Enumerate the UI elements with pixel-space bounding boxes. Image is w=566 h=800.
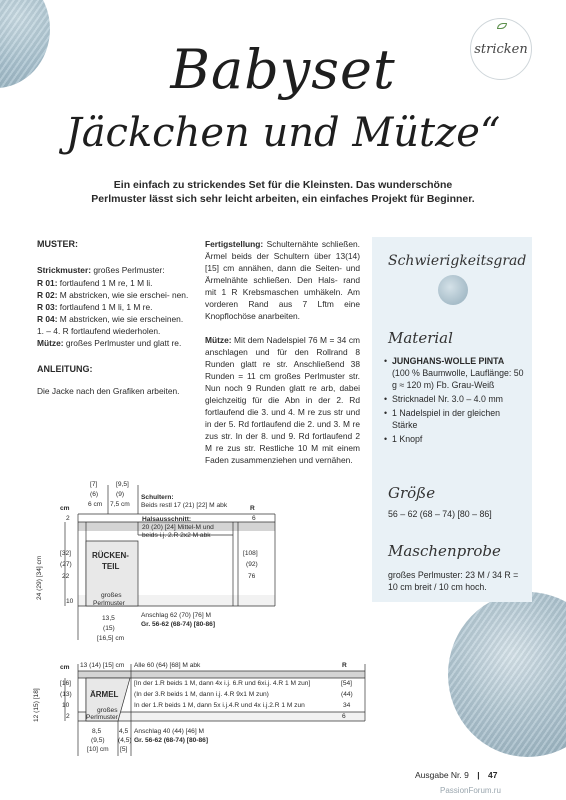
fertigstellung-label: Fertigstellung: — [205, 239, 264, 249]
gauge-value: großes Perlmuster: 23 M / 34 R = 10 cm breit / 10 cm hoch. — [388, 570, 519, 592]
dim-label: 76 — [248, 573, 256, 580]
material-text: JUNGHANS-WOLLE PINTA (100 % Baumwolle, Lauflänge: 50 g ≈ 120 m) Fb. Grau-Weiß — [392, 356, 524, 390]
badge-label: stricken — [474, 41, 528, 57]
dim-label: 6 cm — [88, 501, 103, 508]
pattern-line-key: R 02: — [37, 290, 58, 300]
dim-label: (9,5) — [91, 737, 105, 744]
dim-label: (27) — [60, 561, 72, 568]
anschlag-label: Anschlag 40 (44) [46] M — [134, 728, 205, 735]
material-text: Stricknadel Nr. 3.0 – 4.0 mm — [392, 394, 503, 404]
dim-label: (92) — [246, 561, 258, 568]
dim-label: [16,5] cm — [97, 635, 125, 642]
cm-label: cm — [60, 664, 70, 671]
dim-label: 6 — [342, 713, 346, 720]
dim-label: [32] — [60, 550, 71, 557]
dim-label: 6 — [252, 515, 256, 522]
part-label: TEIL — [102, 562, 120, 571]
pattern-label: großes — [101, 592, 122, 599]
pattern-line-key: Mütze: — [37, 338, 64, 348]
bullet-icon: • — [384, 394, 388, 404]
dim-label: (13) — [60, 691, 72, 698]
hals-text: beids i.j. 2.R 2x2 M abk — [142, 532, 211, 539]
pattern-line-key: R 04: — [37, 314, 58, 324]
hals-label: Halsausschnitt: — [142, 516, 192, 523]
size-value: 56 – 62 (68 – 74) [80 – 86] — [388, 509, 492, 519]
dim-label: 22 — [62, 573, 70, 580]
muster-heading: MUSTER: — [37, 239, 78, 249]
fertigstellung-text: Schulternähte schließen. Ärmel beids der Schultern über 13(14) [15] cm annähen, dann die Seiten- und Ärmelnähte schließen. Den Hals- rand mit 1 R Krebsmaschen umhäkeln. Am vorderen Rand aus 7 Lftm eine Knopflochöse anarbeiten. — [205, 239, 360, 321]
dim-label: 10 — [62, 702, 70, 709]
dim-label: [9,5] — [116, 481, 129, 488]
material-brand: JUNGHANS-WOLLE PINTA — [392, 356, 505, 366]
page-title: Babyset — [170, 38, 396, 101]
dim-label: [10] cm — [87, 746, 109, 753]
difficulty-heading: Schwierigkeitsgrad — [388, 253, 527, 269]
size-heading: Größe — [388, 484, 436, 502]
muetze-text: Mit dem Nadelspiel 76 M = 34 cm anschlagen und für den Rollrand 8 Runden glatt re str. Anschließend 38 Runden = 11 cm großes Perlmuster str. Nun noch 9 Runden glatt re arb, dabei gleichzeitig für die Abn in der 2. Rd fortlaufend die 3. und 4. M re zus str und in der 5. Rd fortlaufend die 2. und 3. M re zus str. In der 8. und 9. Rd fortlaufend 2 M re zus str. Restliche 10 M mit einem Faden zusammenziehen und vernähen. — [205, 335, 360, 465]
pattern-line-text: fortlaufend 1 M li, 1 M re. — [57, 302, 153, 312]
anleitung-heading: ANLEITUNG: — [37, 364, 93, 374]
height-label: 12 (15) [18] — [33, 688, 40, 722]
page-number: 47 — [488, 770, 498, 780]
size-label: Gr. 56-62 (68-74) [80-86] — [134, 737, 209, 744]
dim-label: 10 — [66, 598, 74, 605]
pattern-line-text: großes Perlmuster: — [91, 265, 165, 275]
increase-label: [In der 1.R beids 1 M, dann 4x i.j. 6.R und 6xi.j. 4.R 1 M zun] — [134, 680, 311, 687]
dim-label: 8,5 — [92, 728, 102, 735]
dim-label: 13 (14) [15] cm — [80, 662, 125, 669]
anleitung-text: Die Jacke nach den Grafiken arbeiten. — [37, 386, 180, 396]
dim-label: 34 — [343, 702, 351, 709]
page-subtitle: Jäckchen und Mütze“ — [65, 110, 501, 156]
dim-label: 13,5 — [102, 615, 115, 622]
dim-label: (9) — [116, 491, 125, 498]
height-label: 24 (29) [34] cm — [36, 555, 43, 600]
dim-label: (6) — [90, 491, 99, 498]
material-heading: Material — [388, 329, 453, 347]
dim-label: [7] — [90, 481, 98, 488]
pattern-line-text: M abstricken, wie sie erscheinen. — [57, 314, 184, 324]
dim-label: 7,5 cm — [110, 501, 130, 508]
bullet-icon: • — [384, 434, 388, 444]
dim-label: [5] — [120, 746, 128, 753]
hals-text: 20 (20) [24] Mittel-M und — [142, 524, 214, 531]
r-label: R — [342, 662, 347, 669]
gauge-heading: Maschenprobe — [388, 542, 501, 560]
pattern-line-text: 1. – 4. R fortlaufend wiederholen. — [37, 326, 161, 336]
part-label: RÜCKEN- — [92, 551, 129, 560]
size-label: Gr. 56-62 (68-74) [80-86] — [141, 621, 216, 628]
schultern-label: Schultern: — [141, 494, 174, 501]
schultern-text: Beids restl 17 (21) [22] M abk — [141, 502, 228, 509]
increase-label: In der 1.R beids 1 M, dann 5x i.j.4.R und 4x i.j.2.R 1 M zun — [134, 702, 305, 709]
part-label: ÄRMEL — [90, 690, 119, 699]
cm-label: cm — [60, 505, 70, 512]
dim-label: 2 — [66, 713, 70, 720]
material-text: 1 Knopf — [392, 434, 423, 444]
increase-label: (In der 3.R beids 1 M, dann i.j. 4.R 9x1 M zun) — [134, 691, 269, 698]
muetze-label: Mütze: — [205, 335, 232, 345]
dim-label: (44) — [341, 691, 353, 698]
pattern-label: Perlmuster — [86, 714, 118, 721]
dim-label: (4,5) — [118, 737, 132, 744]
pattern-line-text: großes Perlmuster und glatt re. — [63, 338, 182, 348]
dim-label: [16] — [60, 680, 71, 687]
pattern-line-text: M abstricken, wie sie erschei- nen. — [57, 290, 189, 300]
material-text: 1 Nadelspiel in der gleichen Stärke — [392, 408, 501, 430]
bullet-icon: • — [384, 356, 388, 366]
pattern-line-key: Strickmuster: — [37, 265, 91, 275]
intro-text: Ein einfach zu strickendes Set für die Kleinsten. Das wunderschöne Perlmuster lässt sich sehr leicht arbeiten, ein einfaches Projekt für Beginner. — [91, 179, 475, 205]
issue-label: Ausgabe Nr. 9 — [415, 770, 469, 780]
dim-label: [108] — [243, 550, 258, 557]
dim-label: (15) — [103, 625, 115, 632]
pattern-label: großes — [97, 707, 118, 714]
pattern-line-key: R 03: — [37, 302, 58, 312]
abk-label: Alle 60 (64) [68] M abk — [134, 662, 201, 669]
pattern-label: Perlmuster — [93, 600, 125, 607]
dim-label: 2 — [66, 515, 70, 522]
footer-separator: | — [477, 770, 480, 780]
dim-label: [54] — [341, 680, 352, 687]
r-label: R — [250, 505, 255, 512]
bullet-icon: • — [384, 408, 388, 418]
page-footer — [415, 770, 497, 780]
watermark: PassionForum.ru — [440, 786, 501, 795]
pattern-line-text: fortlaufend 1 M re, 1 M li. — [57, 278, 153, 288]
dim-label: 4,5 — [119, 728, 129, 735]
anschlag-label: Anschlag 62 (70) [76] M — [141, 612, 212, 619]
pattern-line-key: R 01: — [37, 278, 58, 288]
